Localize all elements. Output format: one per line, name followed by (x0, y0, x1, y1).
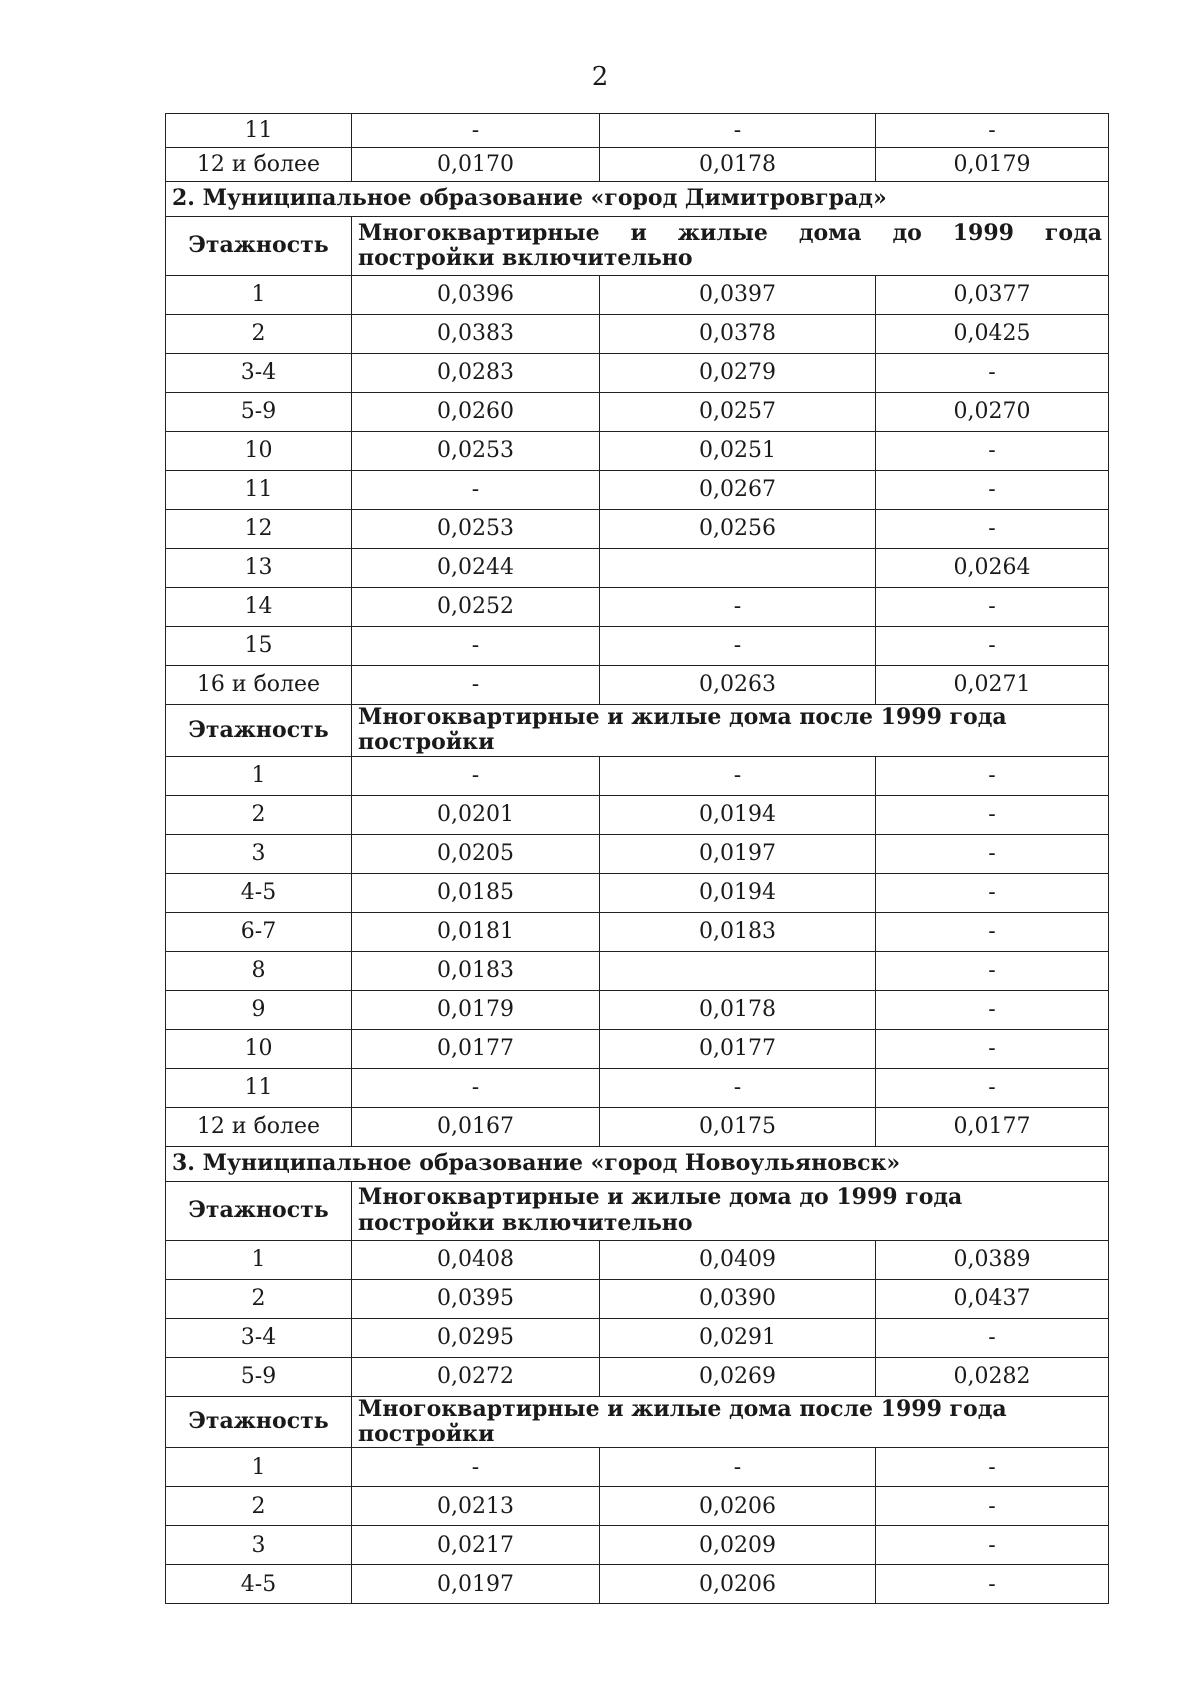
value-cell: - (876, 627, 1109, 666)
table-row (166, 148, 1109, 182)
value-cell: 0,0378 (600, 315, 876, 354)
value-cell: 0,0194 (600, 795, 876, 834)
value-cell: - (876, 1487, 1109, 1526)
floors-cell: 10 (166, 1029, 352, 1068)
table-row (166, 1357, 1109, 1396)
value-cell: 0,0257 (600, 393, 876, 432)
value-cell: 0,0206 (600, 1565, 876, 1604)
table-row (166, 393, 1109, 432)
value-cell: 0,0185 (352, 873, 600, 912)
value-cell: 0,0295 (352, 1318, 600, 1357)
pre1999-header: Многоквартирные и жилые дома до 1999 года постройки включительно (352, 1181, 1109, 1240)
value-cell: - (600, 1068, 876, 1107)
value-cell: 0,0253 (352, 432, 600, 471)
floors-cell: 13 (166, 549, 352, 588)
value-cell: - (352, 627, 600, 666)
table-row (166, 549, 1109, 588)
value-cell: 0,0270 (876, 393, 1109, 432)
table-row (166, 1448, 1109, 1487)
value-cell: 0,0197 (352, 1565, 600, 1604)
value-cell: 0,0267 (600, 471, 876, 510)
floors-cell: 11 (166, 114, 352, 148)
table-row (166, 354, 1109, 393)
floors-cell: 3-4 (166, 354, 352, 393)
table-row (166, 276, 1109, 315)
table-row (166, 432, 1109, 471)
value-cell: - (876, 873, 1109, 912)
table-row (166, 1526, 1109, 1565)
value-cell: - (876, 1565, 1109, 1604)
floors-header: Этажность (166, 1181, 352, 1240)
floors-cell: 1 (166, 756, 352, 795)
page-number: 2 (591, 62, 609, 92)
value-cell: - (876, 354, 1109, 393)
value-cell: 0,0395 (352, 1279, 600, 1318)
top-rows (166, 114, 1109, 182)
value-cell: 0,0282 (876, 1357, 1109, 1396)
floors-cell: 2 (166, 1279, 352, 1318)
value-cell: 0,0253 (352, 510, 600, 549)
floors-cell: 12 (166, 510, 352, 549)
section-2-post-header (166, 705, 1109, 757)
table-row (166, 471, 1109, 510)
value-cell: 0,0183 (352, 951, 600, 990)
floors-cell: 3 (166, 1526, 352, 1565)
value-cell: 0,0252 (352, 588, 600, 627)
value-cell: 0,0181 (352, 912, 600, 951)
table-row (166, 315, 1109, 354)
table-row (166, 1068, 1109, 1107)
tariff-table (165, 113, 1109, 1604)
value-cell: 0,0209 (600, 1526, 876, 1565)
value-cell: - (876, 951, 1109, 990)
table-row (166, 1279, 1109, 1318)
value-cell: 0,0178 (600, 148, 876, 182)
table-row (166, 1107, 1109, 1146)
value-cell: 0,0390 (600, 1279, 876, 1318)
floors-cell: 5-9 (166, 393, 352, 432)
value-cell: 0,0271 (876, 666, 1109, 705)
value-cell: 0,0264 (876, 549, 1109, 588)
value-cell: - (352, 1448, 600, 1487)
table-row (166, 795, 1109, 834)
value-cell: 0,0409 (600, 1240, 876, 1279)
value-cell: 0,0179 (876, 148, 1109, 182)
value-cell: 0,0389 (876, 1240, 1109, 1279)
value-cell: 0,0217 (352, 1526, 600, 1565)
value-cell: - (600, 1448, 876, 1487)
floors-cell: 11 (166, 1068, 352, 1107)
floors-cell: 4-5 (166, 1565, 352, 1604)
floors-cell: 10 (166, 432, 352, 471)
post1999-header: Многоквартирные и жилые дома после 1999 года постройки (352, 1396, 1109, 1448)
section-2-title: 2. Муниципальное образование «город Димитровград» (166, 182, 1109, 217)
section-3-post1999-rows (166, 1448, 1109, 1604)
section-2 (166, 182, 1109, 276)
value-cell: 0,0179 (352, 990, 600, 1029)
value-cell (600, 951, 876, 990)
floors-cell: 16 и более (166, 666, 352, 705)
value-cell: - (876, 510, 1109, 549)
table-row (166, 588, 1109, 627)
value-cell: - (352, 756, 600, 795)
section-3 (166, 1146, 1109, 1240)
value-cell: - (876, 834, 1109, 873)
table-row (166, 912, 1109, 951)
floors-header: Этажность (166, 705, 352, 757)
floors-cell: 11 (166, 471, 352, 510)
value-cell: - (600, 756, 876, 795)
floors-cell: 2 (166, 795, 352, 834)
value-cell: 0,0170 (352, 148, 600, 182)
floors-cell: 6-7 (166, 912, 352, 951)
value-cell: - (600, 627, 876, 666)
table-row (166, 990, 1109, 1029)
section-2-post1999-rows (166, 756, 1109, 1146)
value-cell (600, 549, 876, 588)
floors-cell: 8 (166, 951, 352, 990)
table-row (166, 627, 1109, 666)
value-cell: 0,0291 (600, 1318, 876, 1357)
value-cell: 0,0194 (600, 873, 876, 912)
value-cell: - (352, 666, 600, 705)
value-cell: 0,0283 (352, 354, 600, 393)
value-cell: 0,0397 (600, 276, 876, 315)
table-row (166, 510, 1109, 549)
value-cell: - (876, 756, 1109, 795)
pre1999-header: Многоквартирные и жилые дома до 1999 года постройки включительно (352, 217, 1109, 276)
value-cell: 0,0177 (600, 1029, 876, 1068)
value-cell: - (876, 432, 1109, 471)
value-cell: - (876, 471, 1109, 510)
table-row (166, 1487, 1109, 1526)
value-cell: 0,0396 (352, 276, 600, 315)
value-cell: 0,0178 (600, 990, 876, 1029)
value-cell: - (600, 588, 876, 627)
floors-cell: 1 (166, 1240, 352, 1279)
table-row (166, 873, 1109, 912)
post1999-header: Многоквартирные и жилые дома после 1999 года постройки (352, 705, 1109, 757)
value-cell: 0,0177 (876, 1107, 1109, 1146)
value-cell: 0,0213 (352, 1487, 600, 1526)
floors-cell: 12 и более (166, 1107, 352, 1146)
value-cell: - (876, 114, 1109, 148)
section-2-pre1999-rows (166, 276, 1109, 705)
value-cell: 0,0175 (600, 1107, 876, 1146)
value-cell: 0,0408 (352, 1240, 600, 1279)
table-row (166, 666, 1109, 705)
floors-cell: 3 (166, 834, 352, 873)
section-3-post-header (166, 1396, 1109, 1448)
floors-cell: 4-5 (166, 873, 352, 912)
floors-cell: 1 (166, 1448, 352, 1487)
value-cell: 0,0272 (352, 1357, 600, 1396)
floors-cell: 12 и более (166, 148, 352, 182)
value-cell: 0,0206 (600, 1487, 876, 1526)
floors-header: Этажность (166, 217, 352, 276)
table-row (166, 114, 1109, 148)
value-cell: 0,0377 (876, 276, 1109, 315)
table-row (166, 1240, 1109, 1279)
section-3-pre1999-rows (166, 1240, 1109, 1396)
table-row (166, 1318, 1109, 1357)
value-cell: 0,0425 (876, 315, 1109, 354)
value-cell: 0,0167 (352, 1107, 600, 1146)
floors-cell: 9 (166, 990, 352, 1029)
value-cell: - (876, 1068, 1109, 1107)
value-cell: - (876, 795, 1109, 834)
floors-cell: 2 (166, 315, 352, 354)
value-cell: - (876, 1526, 1109, 1565)
table-row (166, 1029, 1109, 1068)
value-cell: 0,0383 (352, 315, 600, 354)
table-row (166, 834, 1109, 873)
value-cell: 0,0177 (352, 1029, 600, 1068)
value-cell: 0,0256 (600, 510, 876, 549)
floors-cell: 15 (166, 627, 352, 666)
table-row (166, 1565, 1109, 1604)
value-cell: - (600, 114, 876, 148)
value-cell: 0,0197 (600, 834, 876, 873)
value-cell: 0,0269 (600, 1357, 876, 1396)
value-cell: 0,0251 (600, 432, 876, 471)
floors-cell: 3-4 (166, 1318, 352, 1357)
value-cell: - (352, 1068, 600, 1107)
floors-cell: 5-9 (166, 1357, 352, 1396)
table-row (166, 951, 1109, 990)
value-cell: - (876, 1448, 1109, 1487)
value-cell: - (876, 588, 1109, 627)
floors-cell: 14 (166, 588, 352, 627)
value-cell: 0,0244 (352, 549, 600, 588)
value-cell: 0,0260 (352, 393, 600, 432)
value-cell: 0,0201 (352, 795, 600, 834)
table-row (166, 756, 1109, 795)
value-cell: 0,0205 (352, 834, 600, 873)
value-cell: - (876, 1318, 1109, 1357)
value-cell: - (876, 1029, 1109, 1068)
section-3-title: 3. Муниципальное образование «город Новоульяновск» (166, 1146, 1109, 1181)
value-cell: 0,0263 (600, 666, 876, 705)
value-cell: 0,0279 (600, 354, 876, 393)
value-cell: 0,0183 (600, 912, 876, 951)
floors-header: Этажность (166, 1396, 352, 1448)
value-cell: - (352, 471, 600, 510)
floors-cell: 1 (166, 276, 352, 315)
floors-cell: 2 (166, 1487, 352, 1526)
value-cell: - (876, 990, 1109, 1029)
value-cell: - (876, 912, 1109, 951)
value-cell: 0,0437 (876, 1279, 1109, 1318)
value-cell: - (352, 114, 600, 148)
